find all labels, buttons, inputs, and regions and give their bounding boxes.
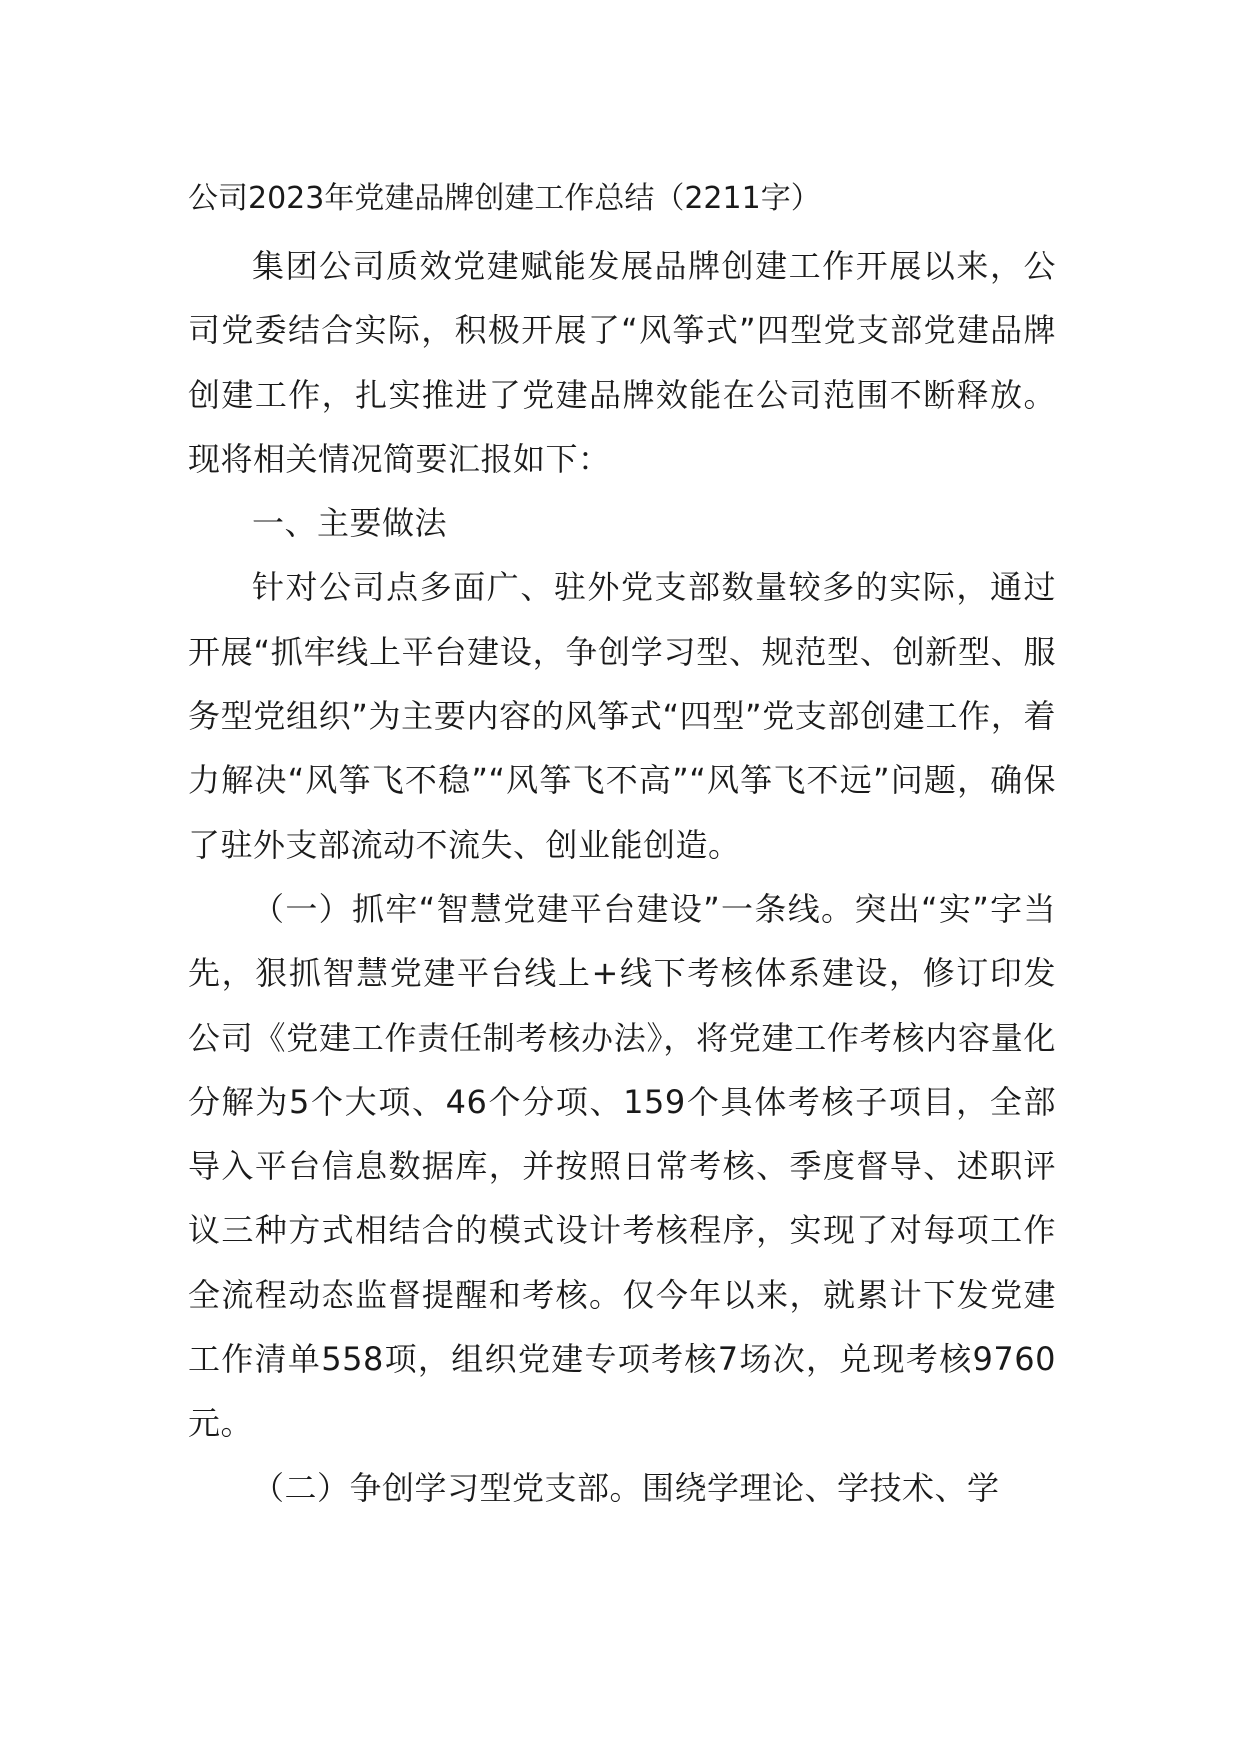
body-paragraph: （二）争创学习型党支部。围绕学理论、学技术、学 [252, 1468, 1000, 1507]
document-body [188, 170, 1056, 1520]
document-title: 公司2023年党建品牌创建工作总结（2211字） [188, 181, 821, 216]
section-heading-main-practices: 一、主要做法 [252, 504, 448, 543]
intro-paragraph: 集团公司质效党建赋能发展品牌创建工作开展以来，公司党委结合实际，积极开展了“风筝式”四型党支部党建品牌创建工作，扎实推进了党建品牌效能在公司范围不断释放。现将相关情况简要汇报如下： [188, 247, 1056, 478]
body-paragraph: （一）抓牢“智慧党建平台建设”一条线。突出“实”字当先，狠抓智慧党建平台线上+线下考核体系建设，修订印发公司《党建工作责任制考核办法》，将党建工作考核内容量化分解为5个大项、46个分项、159个具体考核子项目，全部导入平台信息数据库，并按照日常考核、季度督导、述职评议三种方式相结合的模式设计考核程序，实现了对每项工作全流程动态监督提醒和考核。仅今年以来，就累计下发党建工作清单558项，组织党建专项考核7场次，兑现考核9760元。 [188, 889, 1056, 1443]
body-paragraph: 针对公司点多面广、驻外党支部数量较多的实际，通过开展“抓牢线上平台建设，争创学习型、规范型、创新型、服务型党组织”为主要内容的风筝式“四型”党支部创建工作，着力解决“风筝飞不稳”“风筝飞不高”“风筝飞不远”问题，确保了驻外支部流动不流失、创业能创造。 [188, 568, 1056, 864]
